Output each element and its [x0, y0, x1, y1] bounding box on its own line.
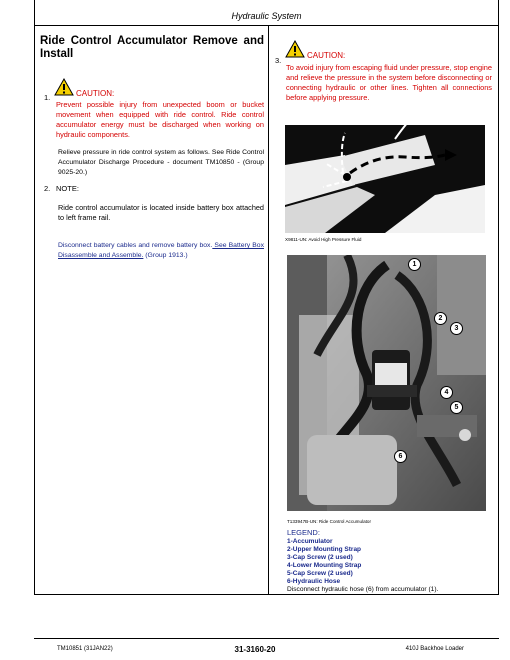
legend-item: 5-Cap Screw (2 used): [287, 570, 353, 577]
section-title: Ride Control Accumulator Remove and Install: [40, 35, 264, 60]
step-1-body: Relieve pressure in ride control system as follows. See Ride Control Accumulator Discharge Procedure - document TM10850 - (Group 9025-20.): [58, 149, 264, 176]
footer-doc-id: TM10851 (31JAN22): [57, 646, 113, 652]
legend-item: 2-Upper Mounting Strap: [287, 546, 362, 553]
step-3-caution-header: [285, 40, 345, 60]
page-header: [34, 0, 499, 26]
legend-item: 3-Cap Screw (2 used): [287, 554, 353, 561]
callout-6: 6: [394, 450, 407, 463]
callout-1: 1: [408, 258, 421, 271]
ride-control-accumulator-photo: [287, 255, 486, 511]
legend-title: LEGEND:: [287, 528, 320, 537]
step-2-note-label: NOTE:: [56, 184, 79, 193]
callout-2: 2: [434, 312, 447, 325]
figure-1-caption: X9811-UN: Avoid High Pressure Fluid: [285, 237, 362, 242]
caution-label: CAUTION:: [307, 50, 346, 60]
callout-4: 4: [440, 386, 453, 399]
column-divider: [268, 26, 269, 595]
step-2-instruction-suffix: (Group 1913.): [143, 252, 188, 259]
step-1-number: 1.: [44, 93, 51, 102]
legend-note: Disconnect hydraulic hose (6) from accumulator (1).: [287, 586, 439, 593]
step-1-caution-text: Prevent possible injury from unexpected boom or bucket movement when equipped with ride control. Ride control accumulator energy must be discharged when working on hydraulic components.: [56, 100, 264, 139]
figure-2-caption: T133947B-UN: Ride Control Accumulator: [287, 519, 372, 524]
step-2-instruction: [58, 241, 264, 261]
footer-page-number: 31-3160-20: [234, 645, 276, 654]
legend-item: 6-Hydraulic Hose: [287, 578, 341, 585]
callout-5: 5: [450, 401, 463, 414]
footer-model: 410J Backhoe Loader: [405, 646, 464, 652]
warning-triangle-icon: [285, 40, 305, 60]
callout-3: 3: [450, 322, 463, 335]
step-2-number: 2.: [44, 184, 51, 193]
header-title: Hydraulic System: [231, 11, 302, 21]
step-3-caution-text: To avoid injury from escaping fluid under pressure, stop engine and relieve the pressure in the system before disconnecting or connecting hydraulic or other lines. Tighten all connections before applying pressure.: [286, 63, 492, 102]
step-3-number: 3.: [275, 56, 282, 65]
legend-item: 4-Lower Mounting Strap: [287, 562, 362, 569]
battery-box-link[interactable]: See Battery Box Disassemble and Assemble.: [58, 242, 264, 259]
step-2-instruction-prefix: Disconnect battery cables and remove battery box.: [58, 242, 213, 249]
high-pressure-fluid-illustration: [285, 125, 485, 233]
caution-label: CAUTION:: [76, 88, 115, 98]
legend-item: 1-Accumulator: [287, 538, 333, 545]
step-1-caution-header: [54, 78, 114, 98]
step-2-note-text: Ride control accumulator is located inside battery box attached to left frame rail.: [58, 203, 264, 222]
warning-triangle-icon: [54, 78, 74, 98]
footer-rule: [34, 638, 499, 639]
